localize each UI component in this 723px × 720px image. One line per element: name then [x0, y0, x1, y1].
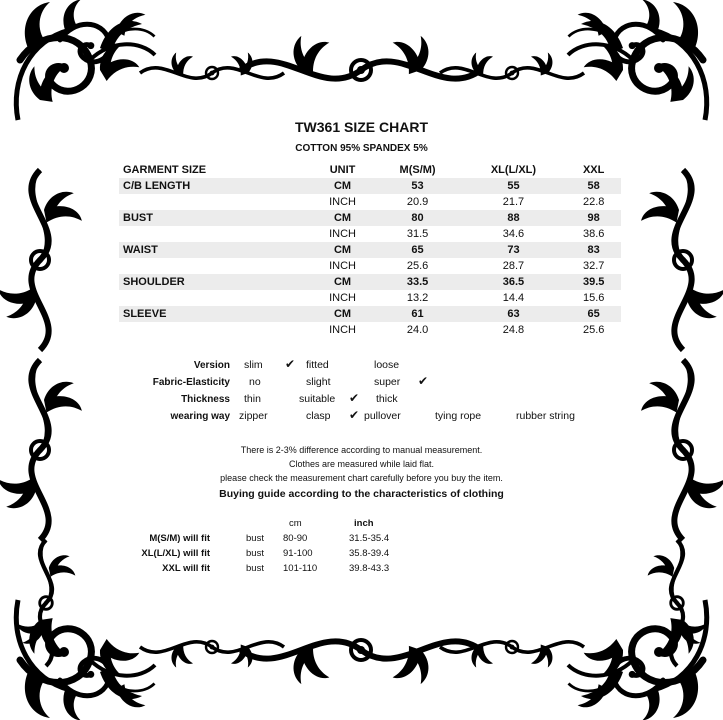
wearing-tying-rope: tying rope: [435, 410, 482, 422]
unit-cell: CM: [311, 242, 375, 258]
guide-inch: 39.8-43.3: [349, 563, 390, 574]
value-cell: 13.2: [406, 292, 429, 304]
guide-cm: 80-90: [283, 533, 308, 544]
unit-cell: CM: [311, 178, 375, 194]
guide-header-cm: cm: [289, 518, 302, 529]
table-row: [119, 242, 621, 258]
value-cell: 53: [375, 178, 461, 194]
table-header-row: [119, 162, 621, 178]
value-cell: 24.0: [406, 324, 429, 336]
value-cell: 22.8: [582, 196, 605, 208]
size-table: [119, 162, 621, 338]
table-row: [119, 322, 621, 338]
value-cell: 83: [566, 242, 621, 258]
chart-title: TW361 SIZE CHART: [294, 119, 428, 135]
value-cell: 65: [375, 242, 461, 258]
measurement-label: [119, 258, 311, 274]
value-cell: 25.6: [406, 260, 429, 272]
header-unit: UNIT: [329, 164, 356, 176]
guide-cm: 101-110: [283, 563, 318, 574]
header-size-m: M(S/M): [399, 164, 436, 176]
table-row: [119, 194, 621, 210]
value-cell: 33.5: [375, 274, 461, 290]
guide-cm: 91-100: [283, 548, 313, 559]
table-row: [119, 210, 621, 226]
check-icon: ✔: [349, 391, 360, 405]
value-cell: 61: [375, 306, 461, 322]
wearing-way-label: wearing way: [170, 411, 230, 422]
value-cell: 38.6: [582, 228, 605, 240]
table-row: [119, 306, 621, 322]
measurement-label: [119, 194, 311, 210]
wearing-rubber-string: rubber string: [516, 410, 575, 422]
value-cell: 20.9: [406, 196, 429, 208]
value-cell: 25.6: [582, 324, 605, 336]
check-icon: ✔: [349, 408, 360, 422]
version-fitted: fitted: [306, 359, 329, 371]
measurement-label: SLEEVE: [119, 306, 311, 322]
unit-cell: CM: [311, 274, 375, 290]
wearing-zipper: zipper: [239, 410, 268, 422]
elasticity-slight: slight: [306, 376, 331, 388]
guide-size: XL(L/XL) will fit: [141, 548, 210, 559]
header-garment-size: GARMENT SIZE: [123, 164, 207, 176]
value-cell: 98: [566, 210, 621, 226]
header-size-xxl: XXL: [582, 164, 605, 176]
note-laid-flat: Clothes are measured while laid flat.: [288, 459, 435, 469]
wearing-clasp: clasp: [306, 410, 331, 422]
note-check-chart: please check the measurement chart carefully before you buy the item.: [220, 473, 503, 483]
guide-size: M(S/M) will fit: [149, 533, 210, 544]
version-label: Version: [193, 360, 230, 371]
value-cell: 58: [566, 178, 621, 194]
thickness-thin: thin: [244, 393, 261, 405]
guide-header-inch: inch: [354, 518, 374, 529]
measurement-label: [119, 322, 311, 338]
value-cell: 55: [461, 178, 567, 194]
unit-cell: INCH: [329, 324, 356, 336]
version-loose: loose: [374, 359, 400, 371]
check-icon: ✔: [285, 357, 296, 371]
unit-cell: INCH: [329, 292, 356, 304]
value-cell: 80: [375, 210, 461, 226]
table-row: [119, 290, 621, 306]
value-cell: 32.7: [582, 260, 605, 272]
table-row: [119, 258, 621, 274]
version-slim: slim: [244, 359, 263, 371]
measurement-label: C/B LENGTH: [119, 178, 311, 194]
guide-inch: 35.8-39.4: [349, 548, 390, 559]
unit-cell: INCH: [329, 260, 356, 272]
fabric-composition: COTTON 95% SPANDEX 5%: [295, 143, 428, 154]
measurement-label: SHOULDER: [119, 274, 311, 290]
value-cell: 65: [566, 306, 621, 322]
value-cell: 34.6: [502, 228, 525, 240]
measurement-label: WAIST: [119, 242, 311, 258]
guide-part: bust: [246, 533, 264, 544]
value-cell: 73: [461, 242, 567, 258]
unit-cell: INCH: [329, 196, 356, 208]
value-cell: 36.5: [461, 274, 567, 290]
unit-cell: CM: [311, 306, 375, 322]
thickness-thick: thick: [376, 393, 398, 405]
value-cell: 21.7: [502, 196, 525, 208]
table-row: [119, 178, 621, 194]
value-cell: 63: [461, 306, 567, 322]
value-cell: 31.5: [406, 228, 429, 240]
value-cell: 88: [461, 210, 567, 226]
unit-cell: CM: [311, 210, 375, 226]
measurement-label: BUST: [119, 210, 311, 226]
elasticity-no: no: [249, 376, 261, 388]
measurement-label: [119, 290, 311, 306]
header-size-xl: XL(L/XL): [490, 164, 537, 176]
guide-size: XXL will fit: [162, 563, 210, 574]
table-row: [119, 274, 621, 290]
unit-cell: INCH: [329, 228, 356, 240]
thickness-suitable: suitable: [299, 393, 336, 405]
value-cell: 39.5: [566, 274, 621, 290]
value-cell: 14.4: [502, 292, 525, 304]
note-difference: There is 2-3% difference according to manual measurement.: [240, 445, 483, 455]
value-cell: 15.6: [582, 292, 605, 304]
check-icon: ✔: [418, 374, 429, 388]
guide-part: bust: [246, 563, 264, 574]
guide-inch: 31.5-35.4: [349, 533, 390, 544]
measurement-label: [119, 226, 311, 242]
value-cell: 28.7: [502, 260, 525, 272]
thickness-label: Thickness: [181, 394, 230, 405]
elasticity-super: super: [374, 376, 401, 388]
value-cell: 24.8: [502, 324, 525, 336]
buying-guide-title: Buying guide according to the characteristics of clothing: [219, 488, 504, 500]
guide-part: bust: [246, 548, 264, 559]
elasticity-label: Fabric-Elasticity: [152, 377, 230, 388]
table-row: [119, 226, 621, 242]
wearing-pullover: pullover: [364, 410, 401, 422]
